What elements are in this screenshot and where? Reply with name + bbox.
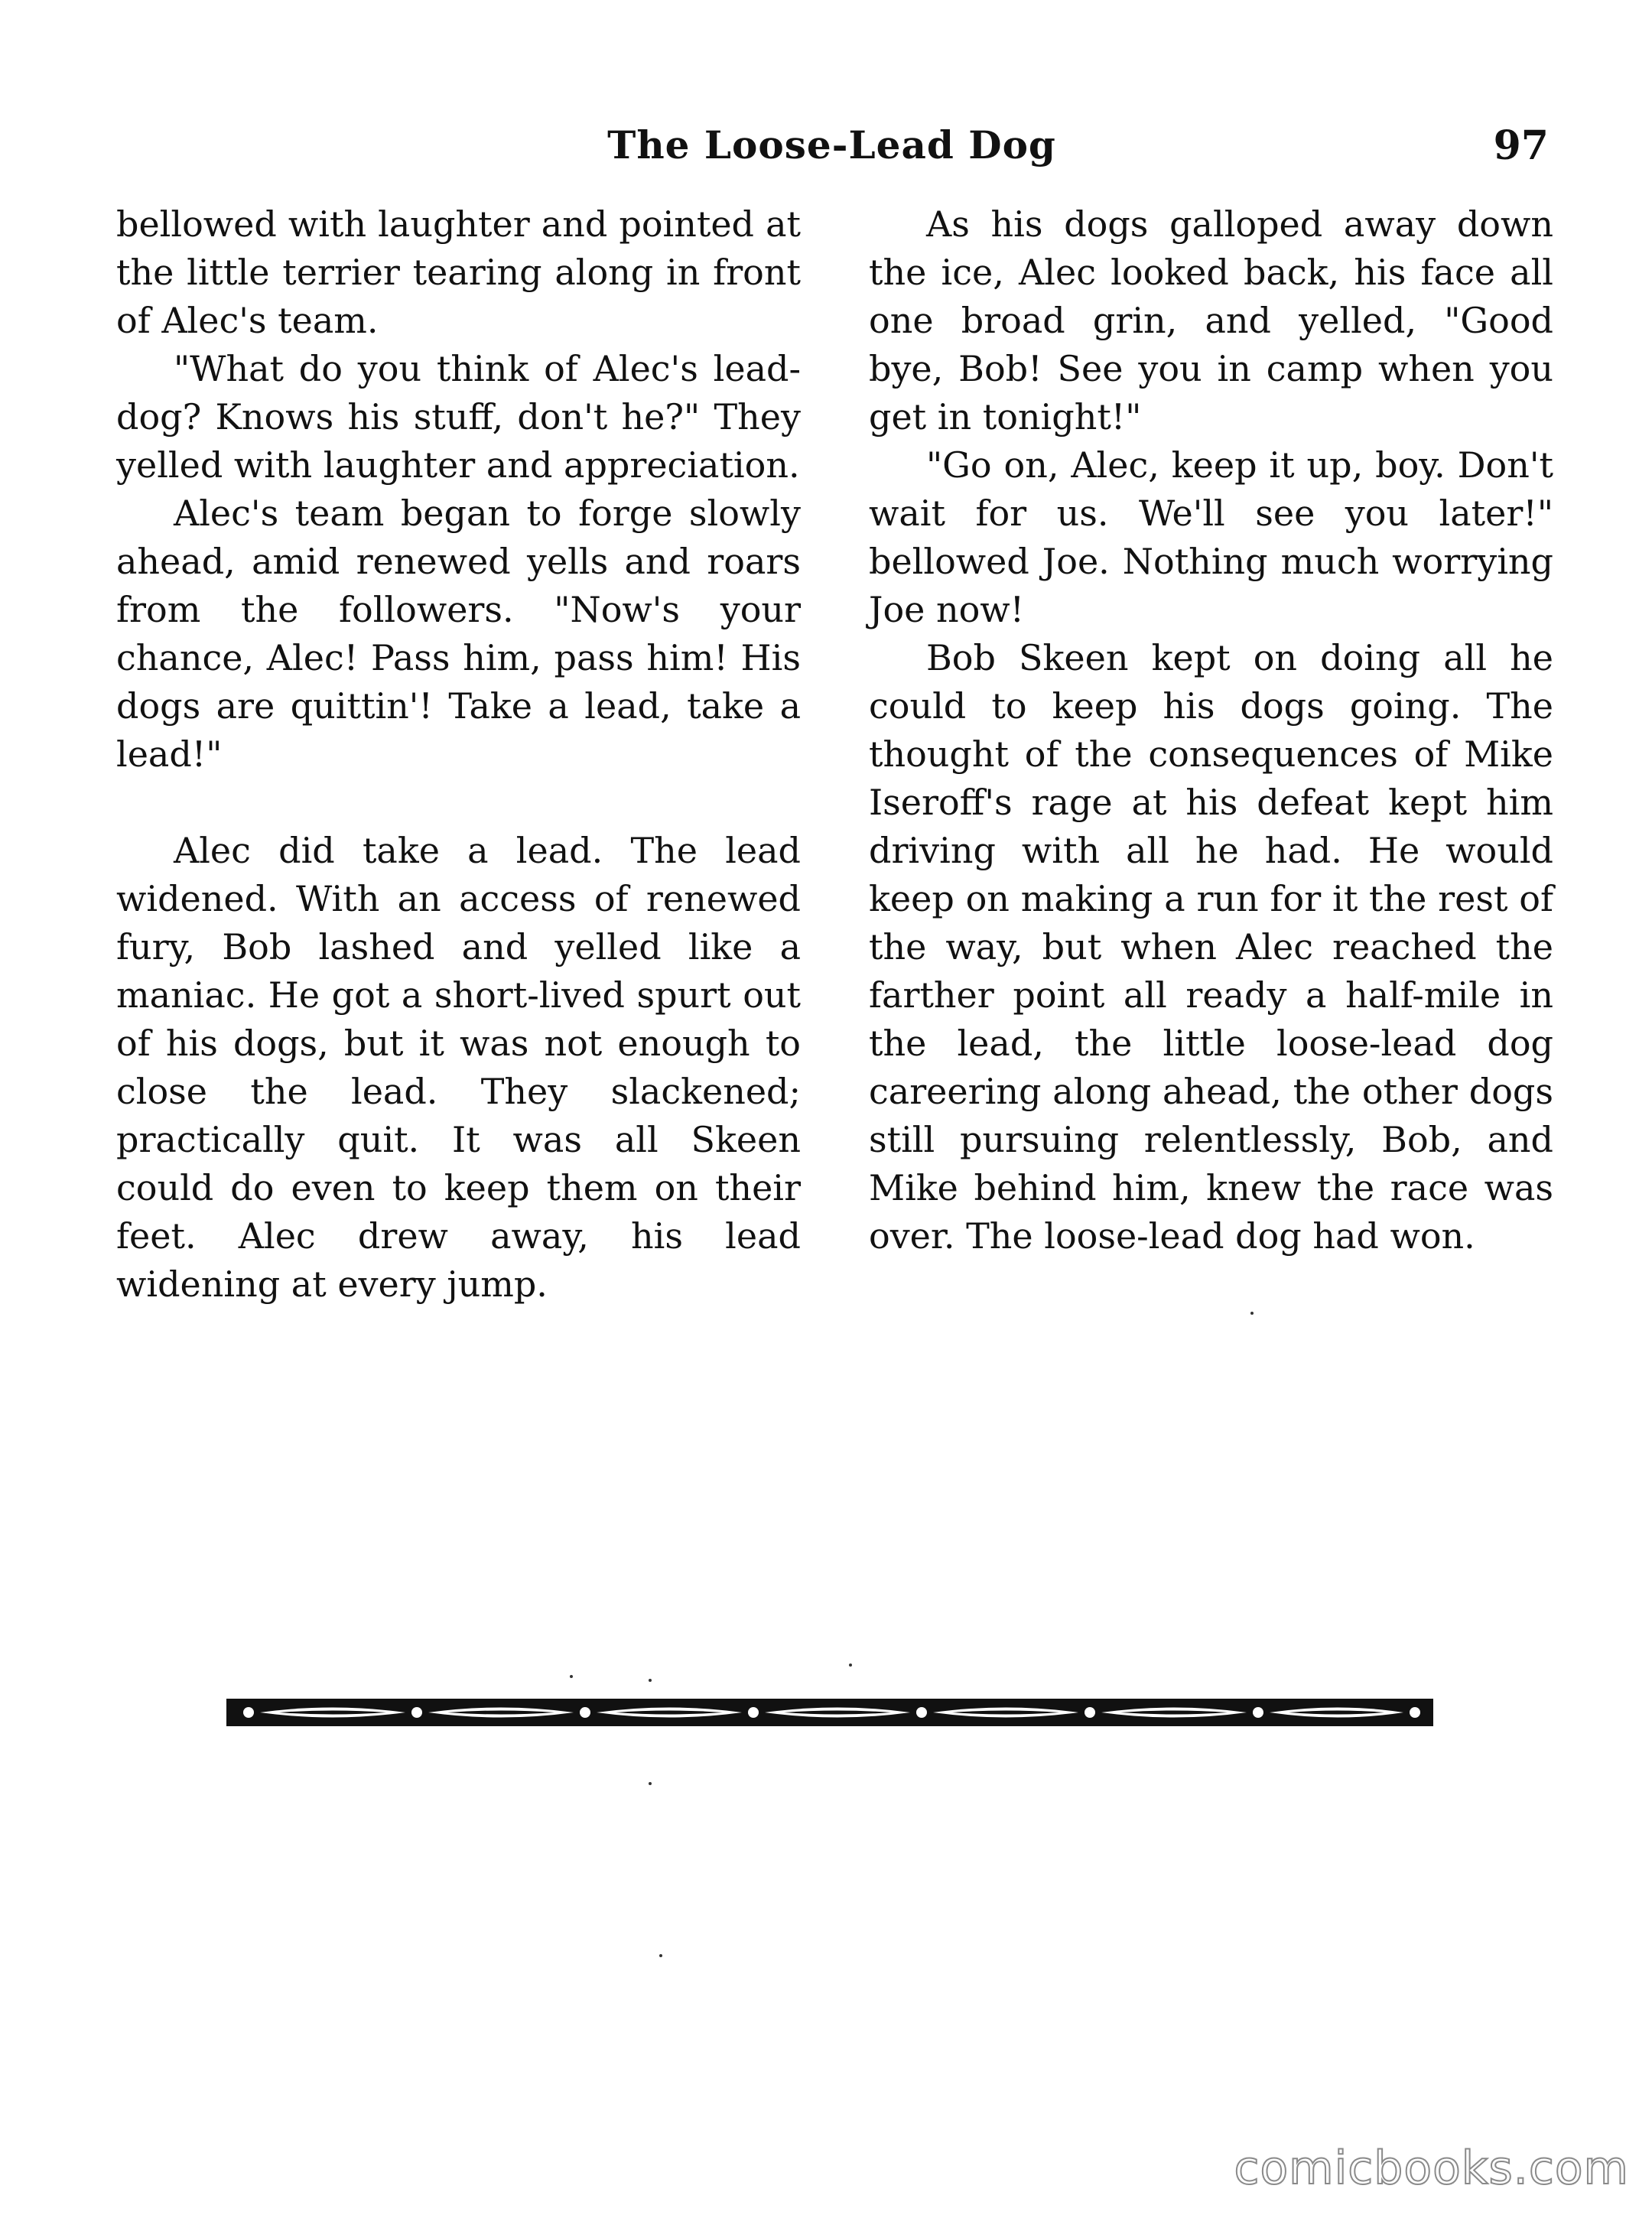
page-number: 97 <box>1493 122 1549 169</box>
paragraph: "What do you think of Alec's lead-dog? Knows his stuff, don't he?" They yelled with laughter and appreciation. <box>116 348 801 486</box>
paragraph: Bob Skeen kept on doing all he could to keep his dogs going. The thought of the consequences of Mike Iseroff's rage at his defeat kept him driving with all he had. He would keep on making a run for it the rest of the way, but when Alec reached the farther point all ready a half-mile in the lead, the little loose-lead dog careering along ahead, the other dogs still pursuing relentlessly, Bob, and Mike behind him, knew the race was over. The loose-lead dog had won. <box>869 637 1553 1257</box>
paragraph: As his dogs galloped away down the ice, Alec looked back, his face all one broad grin, and yelled, "Good bye, Bob! See you in camp when you get in tonight!" <box>869 203 1553 437</box>
paragraph: bellowed with laughter and pointed at the little terrier tearing along in front of Alec's team. <box>116 203 801 341</box>
print-speck <box>570 1675 573 1678</box>
decorative-rule <box>226 1698 1434 1727</box>
running-head <box>115 122 1549 176</box>
print-speck <box>649 1782 652 1785</box>
print-speck <box>1250 1312 1254 1315</box>
paragraph: "Go on, Alec, keep it up, boy. Don't wait for us. We'll see you later!" bellowed Joe. Nothing much worrying Joe now! <box>869 444 1553 630</box>
print-speck <box>659 1954 662 1957</box>
print-speck <box>649 1679 652 1682</box>
right-column <box>869 200 1553 1260</box>
paragraph: Alec's team began to forge slowly ahead, amid renewed yells and roars from the followers. "Now's your chance, Alec! Pass him, pass him! His dogs are quittin'! Take a lead, take a lead!" <box>116 493 801 775</box>
chapter-title: The Loose-Lead Dog <box>607 122 1056 167</box>
paragraph: Alec did take a lead. The lead widened. With an access of renewed fury, Bob lashed and yelled like a maniac. He got a short-lived spurt out of his dogs, but it was not enough to close the lead. They slackened; practically quit. It was all Skeen could do even to keep them on their feet. Alec drew away, his lead widening at every jump. <box>116 830 801 1305</box>
site-watermark: comicbooks.com <box>1234 2142 1629 2195</box>
print-speck <box>849 1664 852 1667</box>
left-column <box>116 200 801 1309</box>
